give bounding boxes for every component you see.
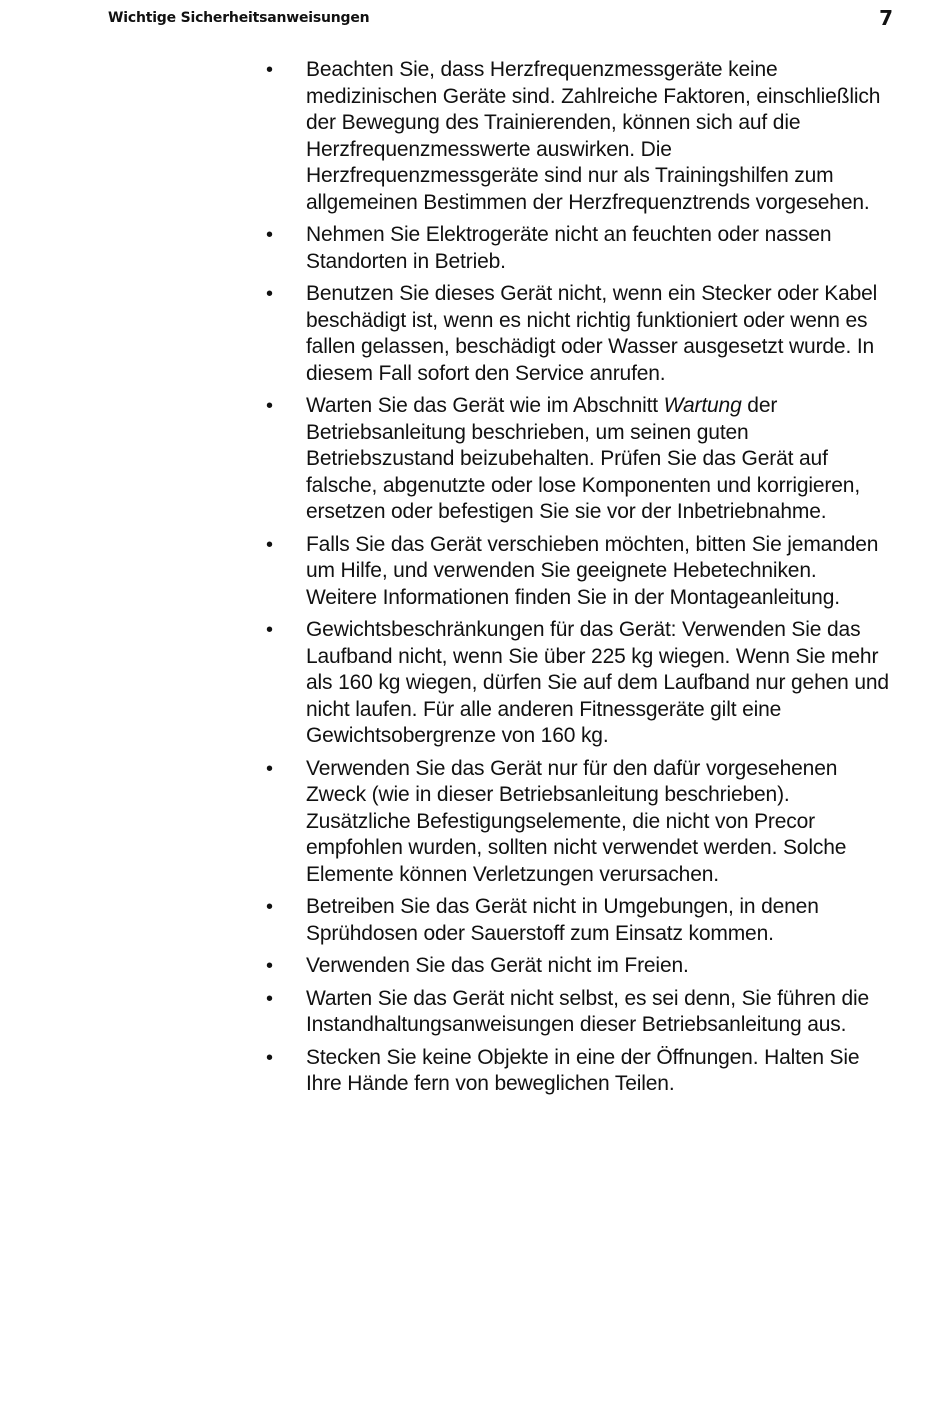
item-text: Falls Sie das Gerät verschieben möchten, bitten Sie jemanden um Hilfe, und verwenden Sie geeignete Hebetechniken. Weitere Informationen finden Sie in der Montageanleitung. xyxy=(306,532,879,609)
item-text: Nehmen Sie Elektrogeräte nicht an feuchten oder nassen Standorten in Betrieb. xyxy=(306,223,832,273)
bullet-icon: • xyxy=(266,1046,273,1069)
item-text: Gewichtsbeschränkungen für das Gerät: Verwenden Sie das Laufband nicht, wenn Sie über 225 kg wiegen. Wenn Sie mehr als 160 kg wiegen, dürfen Sie auf dem Laufband nur gehen und nicht laufen. Für alle anderen Fitnessgeräte gilt eine Gewichtsobergrenze von 160 kg. xyxy=(306,618,889,747)
section-reference: Wartung xyxy=(663,394,742,417)
list-item xyxy=(262,1045,892,1098)
item-text: Stecken Sie keine Objekte in eine der Öffnungen. Halten Sie Ihre Hände fern von beweglichen Teilen. xyxy=(306,1045,860,1095)
section-title: Wichtige Sicherheitsanweisungen xyxy=(108,10,370,26)
item-text: Betreiben Sie das Gerät nicht in Umgebungen, in denen Sprühdosen oder Sauerstoff zum Einsatz kommen. xyxy=(306,895,819,945)
list-item xyxy=(262,894,892,947)
bullet-icon: • xyxy=(266,224,273,246)
item-text: Beachten Sie, dass Herzfrequenzmessgeräte keine medizinischen Geräte sind. Zahlreiche Faktoren, einschließlich der Bewegung des Trainierenden, können sich auf die Herzfrequenzmesswerte auswirken. Die Herzfrequenzmessgeräte sind nur als Trainingshilfen zum allgemeinen Bestimmen der Herzfrequenztrends vorgesehen. xyxy=(306,58,881,214)
page-number: 7 xyxy=(879,6,893,30)
safety-instructions-list xyxy=(262,57,892,1104)
bullet-icon: • xyxy=(266,395,273,417)
page-header xyxy=(108,6,893,32)
list-item xyxy=(262,756,892,889)
list-item xyxy=(262,281,892,387)
bullet-icon: • xyxy=(266,757,273,780)
list-item xyxy=(262,57,892,216)
item-text: Verwenden Sie das Gerät nur für den dafür vorgesehenen Zweck (wie in dieser Betriebsanleitung beschrieben). Zusätzliche Befestigungselemente, die nicht von Precor empfohlen wurden, sollten nicht verwendet werden. Solche Elemente können Verletzungen verursachen. xyxy=(306,756,847,886)
bullet-icon: • xyxy=(266,619,273,641)
item-text: Benutzen Sie dieses Gerät nicht, wenn ein Stecker oder Kabel beschädigt ist, wenn es nicht richtig funktioniert oder wenn es fallen gelassen, beschädigt oder Wasser ausgesetzt wurde. In diesem Fall sofort den Service anrufen. xyxy=(306,282,878,385)
bullet-icon: • xyxy=(266,955,273,977)
bullet-icon: • xyxy=(266,987,273,1010)
bullet-icon: • xyxy=(266,59,273,81)
list-item xyxy=(262,532,892,612)
bullet-icon: • xyxy=(266,283,273,305)
list-item xyxy=(262,222,892,275)
item-text: Verwenden Sie das Gerät nicht im Freien. xyxy=(306,954,689,977)
item-text: Warten Sie das Gerät wie im Abschnitt xyxy=(306,394,664,417)
bullet-icon: • xyxy=(266,533,273,556)
list-item xyxy=(262,393,892,526)
list-item xyxy=(262,617,892,750)
item-text-continued: der Betriebsanleitung beschrieben, um seinen guten Betriebszustand beizubehalten. Prüfen Sie das Gerät auf falsche, abgenutzte oder lose Komponenten und korrigieren, ersetzen oder befestigen Sie sie vor der Inbetriebnahme. xyxy=(306,394,861,523)
bullet-icon: • xyxy=(266,896,273,918)
list-item xyxy=(262,986,892,1039)
item-text: Warten Sie das Gerät nicht selbst, es sei denn, Sie führen die Instandhaltungsanweisungen dieser Betriebsanleitung aus. xyxy=(306,986,870,1036)
list-item xyxy=(262,953,892,980)
